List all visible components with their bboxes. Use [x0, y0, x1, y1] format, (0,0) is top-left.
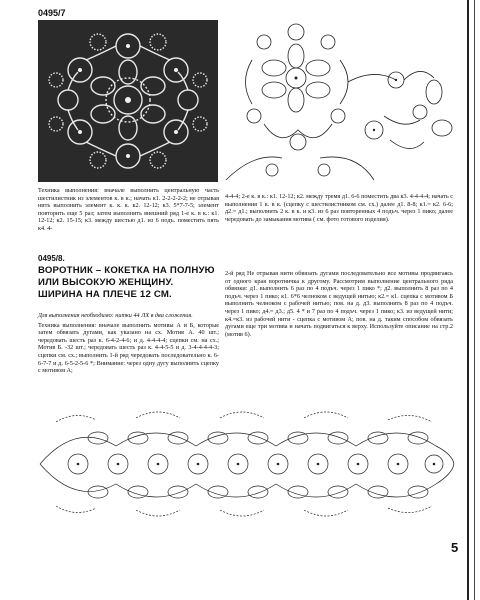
lace-doily-image	[38, 20, 218, 182]
right-column-body	[225, 270, 453, 340]
right-column-top-text	[225, 193, 453, 225]
tatting-scheme-diagram	[224, 20, 460, 188]
technique-paragraph-0495-8: Техника выполнения: вначале выполнить мотивы А и Б, которые затем обвязать дугами, как указано на сх. Мотив А. 40 шт.; чередовать шесть раз к. 6-4-2-4-6; и д. 4-4-4-4; сцепки см. на сх.; Мотив Б. -32 шт.; чередовать шесть раз к. 4-4-5-5 и д. 3-4-4-4-4-3; сцепки см. сх.; выполнить 1-й ряд чередовать последовательно к. 6-6-7-7 и д. 6-5-2-5-6 *; Внимание: через одну дугу выполнить сцепку с мотивом А;	[38, 321, 219, 375]
technique-paragraph-0495-7: Техника выполнения: вначале выполнить центральную часть шестилистник из элементов к. в к.; начать к1. 2-2-2-2-2; не отрывая нить выполнить элемент к. к. к. к2. 12-12; к3. 5*7-7-5; элемент повторить еще 5 раз; затем выполнить внешний ряд 1-е к. в к.: к1. 12-12; к2. 15-15; к3. между шестью д1. из 6 подъ. поместить пять к4. 4-	[38, 187, 219, 232]
left-column-top-text	[38, 187, 219, 235]
motif-diagram	[224, 20, 460, 188]
pattern-code-0495-8: 0495/8.	[38, 254, 65, 263]
materials-paragraph: Для выполнения необходимо: нитки 44 ЛХ в два сложения.	[38, 312, 193, 319]
lace-doily-photo	[38, 20, 218, 182]
page-number: 5	[451, 540, 459, 555]
collar-band-diagram	[36, 402, 458, 527]
page-border-inner	[474, 0, 475, 600]
section-heading: ВОРОТНИК – КОКЕТКА НА ПОЛНУЮ ИЛИ ВЫСОКУЮ ЖЕНЩИНУ. ШИРИНА НА ПЛЕЧЕ 12 СМ.	[38, 265, 215, 300]
second-row-paragraph: 2-й ряд Не отрывая нити обвязать дугами последовательно все мотивы продвигаясь от одного края воротничка к другому. Рассмотрим выполнение центрального ряда обвязки: д1. выполнить 6 раз по 4 подъч. через 1 пико *; д2. выполнить 8 раз по 4 подъч. через 1 пико; к1. 6*6 челноком с ведущей нитью; к2.= к1. сцепка с мотивом Б выполнить челноком с рабочей нитью; пов. на д. д3. выполнить 8 раз по 4 подъч. через 1 пико; д4.= д3.; д5. 4 * и 7 раз по 4 подъч. через 1 пико; к3. из ведущей нити; к4.=к3. из рабочей нити - сцепка с мотивом А; пов. на д. таким способом обвязать дугами еще три мотива и начать подвигаться к верху. Используйте описание на стр.2 (мотив 6).	[225, 270, 453, 338]
page-border	[467, 0, 469, 600]
collar-scheme-diagram	[36, 402, 458, 527]
left-column-body	[38, 312, 219, 377]
technique-continuation-0495-7: 4-4-4; 2-е к. в к.: к1. 12-12; к2. между тремя д1. 6-6 поместить два к3. 4-4-4-4; начать с выполнения 1 к. в к. (сцепку с шестилистником см. сх.) далее д1. 8-8; к1.= к2. 6-6; д2.= д1.; выполнить 2 к. в к. и к3. из 6 раз повторенных 4 подъч. через 1 пико; далее чередовать до замыкания мотива ( см. фото готового изделия).	[225, 193, 453, 223]
pattern-code-0495-7: 0495/7	[38, 8, 66, 18]
